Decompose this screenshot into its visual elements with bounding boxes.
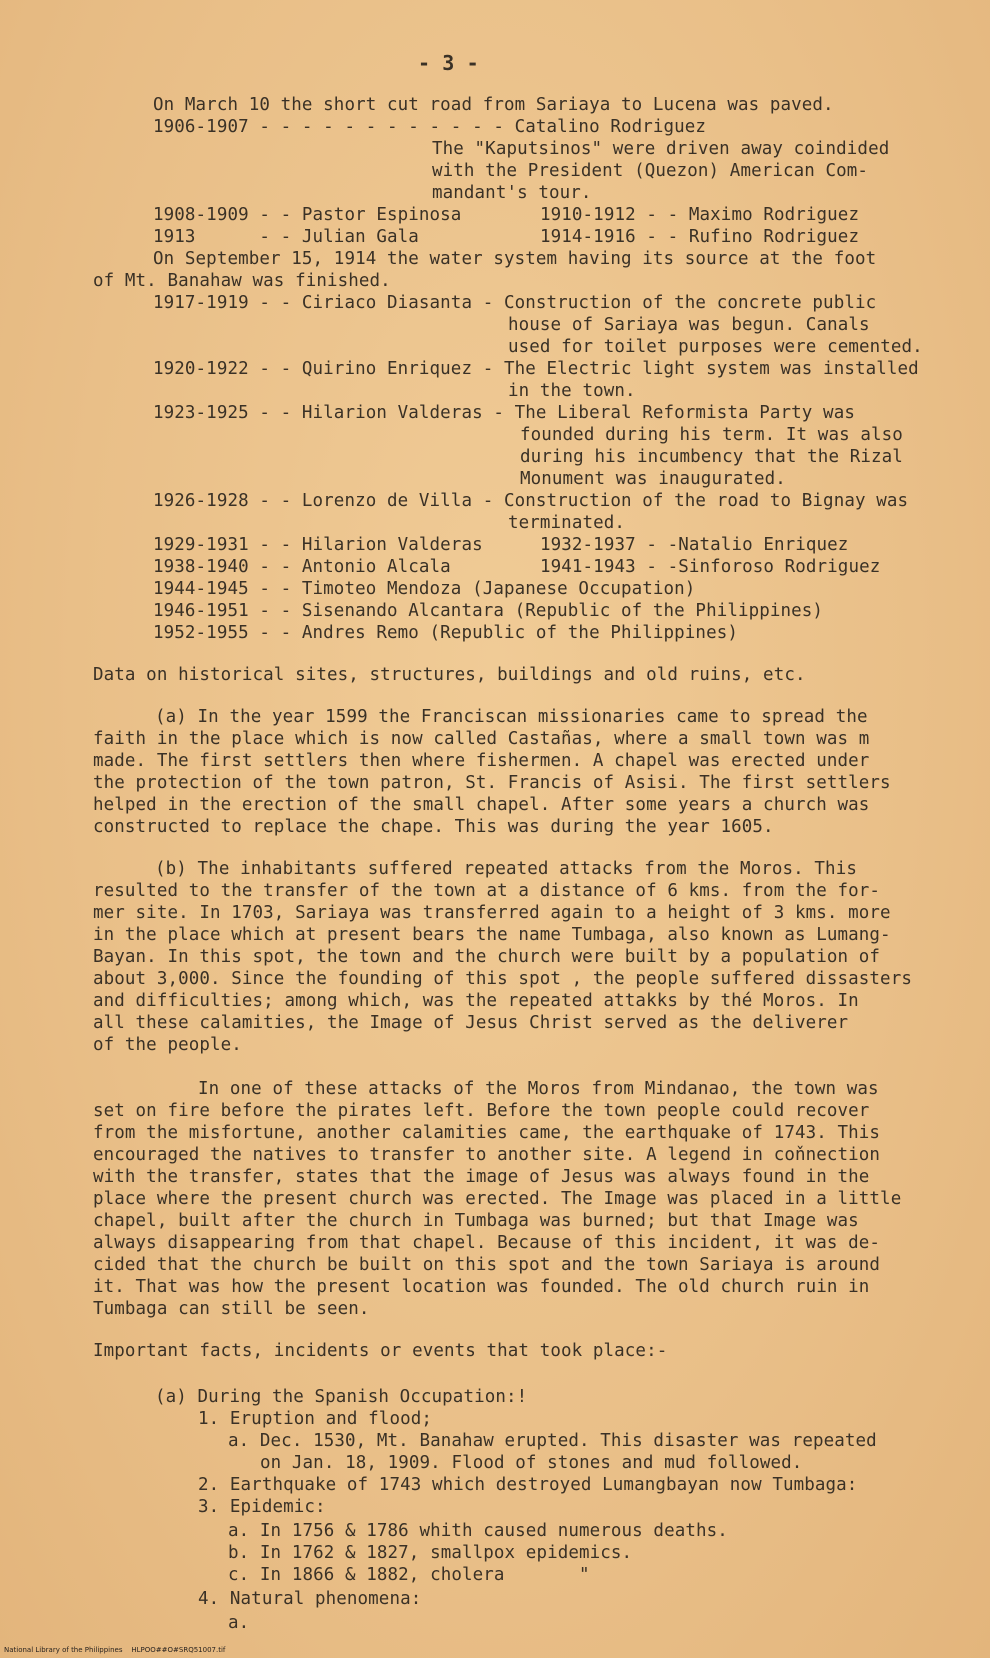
text-line: of the people. bbox=[93, 1035, 242, 1055]
text-line: on Jan. 18, 1909. Flood of stones and mud followed. bbox=[260, 1453, 803, 1473]
text-line: about 3,000. Since the founding of this spot , the people suffered dissasters bbox=[93, 969, 912, 989]
text-line: 1906-1907 - - - - - - - - - - - - Catalino Rodriguez bbox=[153, 117, 707, 137]
text-line: (b) The inhabitants suffered repeated attacks from the Moros. This bbox=[155, 859, 857, 879]
text-line: from the misfortune, another calamities came, the earthquake of 1743. This bbox=[93, 1123, 881, 1143]
text-line: On March 10 the short cut road from Sariaya to Lucena was paved. bbox=[153, 95, 834, 115]
text-line: 1917-1919 - - Ciriaco Diasanta - Construction of the concrete public bbox=[153, 293, 877, 313]
text-line: with the transfer, states that the image of Jesus was always found in the bbox=[93, 1167, 870, 1187]
text-line: of Mt. Banahaw was finished. bbox=[93, 271, 391, 291]
text-line: faith in the place which is now called Castañas, where a small town was m bbox=[93, 729, 870, 749]
text-line: mer site. In 1703, Sariaya was transferred again to a height of 3 kms. more bbox=[93, 903, 891, 923]
text-line: a. bbox=[228, 1613, 250, 1633]
text-line: helped in the erection of the small chapel. After some years a church was bbox=[93, 795, 870, 815]
text-line: terminated. bbox=[508, 513, 625, 533]
text-line: 1926-1928 - - Lorenzo de Villa - Construction of the road to Bignay was bbox=[153, 491, 909, 511]
text-line: encouraged the natives to transfer to another site. A legend in coňnection bbox=[93, 1145, 881, 1165]
text-line: b. In 1762 & 1827, smallpox epidemics. bbox=[228, 1543, 633, 1563]
text-line: place where the present church was erected. The Image was placed in a little bbox=[93, 1189, 902, 1209]
text-line: Monument was inaugurated. bbox=[520, 469, 786, 489]
text-line: mandant's tour. bbox=[432, 183, 592, 203]
scan-footer: National Library of the Philippines HLPOO##O#SRQ51007.tif bbox=[4, 1646, 226, 1654]
text-line: 1920-1922 - - Quirino Enriquez - The Electric light system was installed bbox=[153, 359, 919, 379]
text-line: Tumbaga can still be seen. bbox=[93, 1299, 370, 1319]
text-line: 1938-1940 - - Antonio Alcala bbox=[153, 557, 451, 577]
text-line: house of Sariaya was begun. Canals bbox=[508, 315, 870, 335]
text-line: all these calamities, the Image of Jesus Christ served as the deliverer bbox=[93, 1013, 849, 1033]
text-line: it. That was how the present location was founded. The old church ruin in bbox=[93, 1277, 870, 1297]
text-line: 1946-1951 - - Sisenando Alcantara (Republic of the Philippines) bbox=[153, 601, 824, 621]
text-line: resulted to the transfer of the town at a distance of 6 kms. from the for- bbox=[93, 881, 881, 901]
text-line: a. Dec. 1530, Mt. Banahaw erupted. This disaster was repeated bbox=[228, 1431, 877, 1451]
text-line: 1932-1937 - -Natalio Enriquez bbox=[540, 535, 849, 555]
text-line: in the town. bbox=[508, 381, 636, 401]
text-line: 1908-1909 - - Pastor Espinosa bbox=[153, 205, 462, 225]
text-line: On September 15, 1914 the water system having its source at the foot bbox=[153, 249, 877, 269]
text-line: during his incumbency that the Rizal bbox=[520, 447, 903, 467]
text-line: 3. Epidemic: bbox=[198, 1497, 326, 1517]
text-line: In one of these attacks of the Moros from Mindanao, the town was bbox=[198, 1079, 879, 1099]
page-number: - 3 - bbox=[418, 51, 479, 75]
text-line: founded during his term. It was also bbox=[520, 425, 903, 445]
text-line: 4. Natural phenomena: bbox=[198, 1589, 422, 1609]
text-line: used for toilet purposes were cemented. bbox=[508, 337, 923, 357]
text-line: 1910-1912 - - Maximo Rodriguez bbox=[540, 205, 860, 225]
text-line: chapel, built after the church in Tumbaga was burned; but that Image was bbox=[93, 1211, 859, 1231]
text-line: the protection of the town patron, St. Francis of Asisi. The first settlers bbox=[93, 773, 891, 793]
section-heading: Data on historical sites, structures, buildings and old ruins, etc. bbox=[93, 665, 806, 685]
text-line: 1929-1931 - - Hilarion Valderas bbox=[153, 535, 483, 555]
text-line: 1. Eruption and flood; bbox=[198, 1409, 432, 1429]
text-line: 1944-1945 - - Timoteo Mendoza (Japanese Occupation) bbox=[153, 579, 696, 599]
text-line: a. In 1756 & 1786 whith caused numerous deaths. bbox=[228, 1521, 728, 1541]
text-line: always disappearing from that chapel. Because of this incident, it was de- bbox=[93, 1233, 881, 1253]
text-line: set on fire before the pirates left. Before the town people could recover bbox=[93, 1101, 870, 1121]
text-line: with the President (Quezon) American Com- bbox=[432, 161, 869, 181]
text-line: The "Kaputsinos" were driven away coindided bbox=[432, 139, 890, 159]
text-line: Bayan. In this spot, the town and the church were built by a population of bbox=[93, 947, 881, 967]
text-line: cided that the church be built on this spot and the town Sariaya is around bbox=[93, 1255, 881, 1275]
text-line: c. In 1866 & 1882, cholera " bbox=[228, 1565, 590, 1585]
text-line: 1941-1943 - -Sinforoso Rodriguez bbox=[540, 557, 881, 577]
text-line: made. The first settlers then where fishermen. A chapel was erected under bbox=[93, 751, 870, 771]
text-line: 1914-1916 - - Rufino Rodriguez bbox=[540, 227, 860, 247]
text-line: 2. Earthquake of 1743 which destroyed Lumangbayan now Tumbaga: bbox=[198, 1475, 858, 1495]
text-line: (a) During the Spanish Occupation:! bbox=[155, 1387, 528, 1407]
text-line: 1913 - - Julian Gala bbox=[153, 227, 419, 247]
text-line: 1952-1955 - - Andres Remo (Republic of the Philippines) bbox=[153, 623, 738, 643]
text-line: 1923-1925 - - Hilarion Valderas - The Liberal Reformista Party was bbox=[153, 403, 855, 423]
text-line: (a) In the year 1599 the Franciscan missionaries came to spread the bbox=[155, 707, 868, 727]
text-line: constructed to replace the chape. This was during the year 1605. bbox=[93, 817, 774, 837]
text-line: in the place which at present bears the name Tumbaga, also known as Lumang- bbox=[93, 925, 891, 945]
section-heading: Important facts, incidents or events that took place:- bbox=[93, 1341, 668, 1361]
text-line: and difficulties; among which, was the repeated attakks by thé Moros. In bbox=[93, 991, 859, 1011]
